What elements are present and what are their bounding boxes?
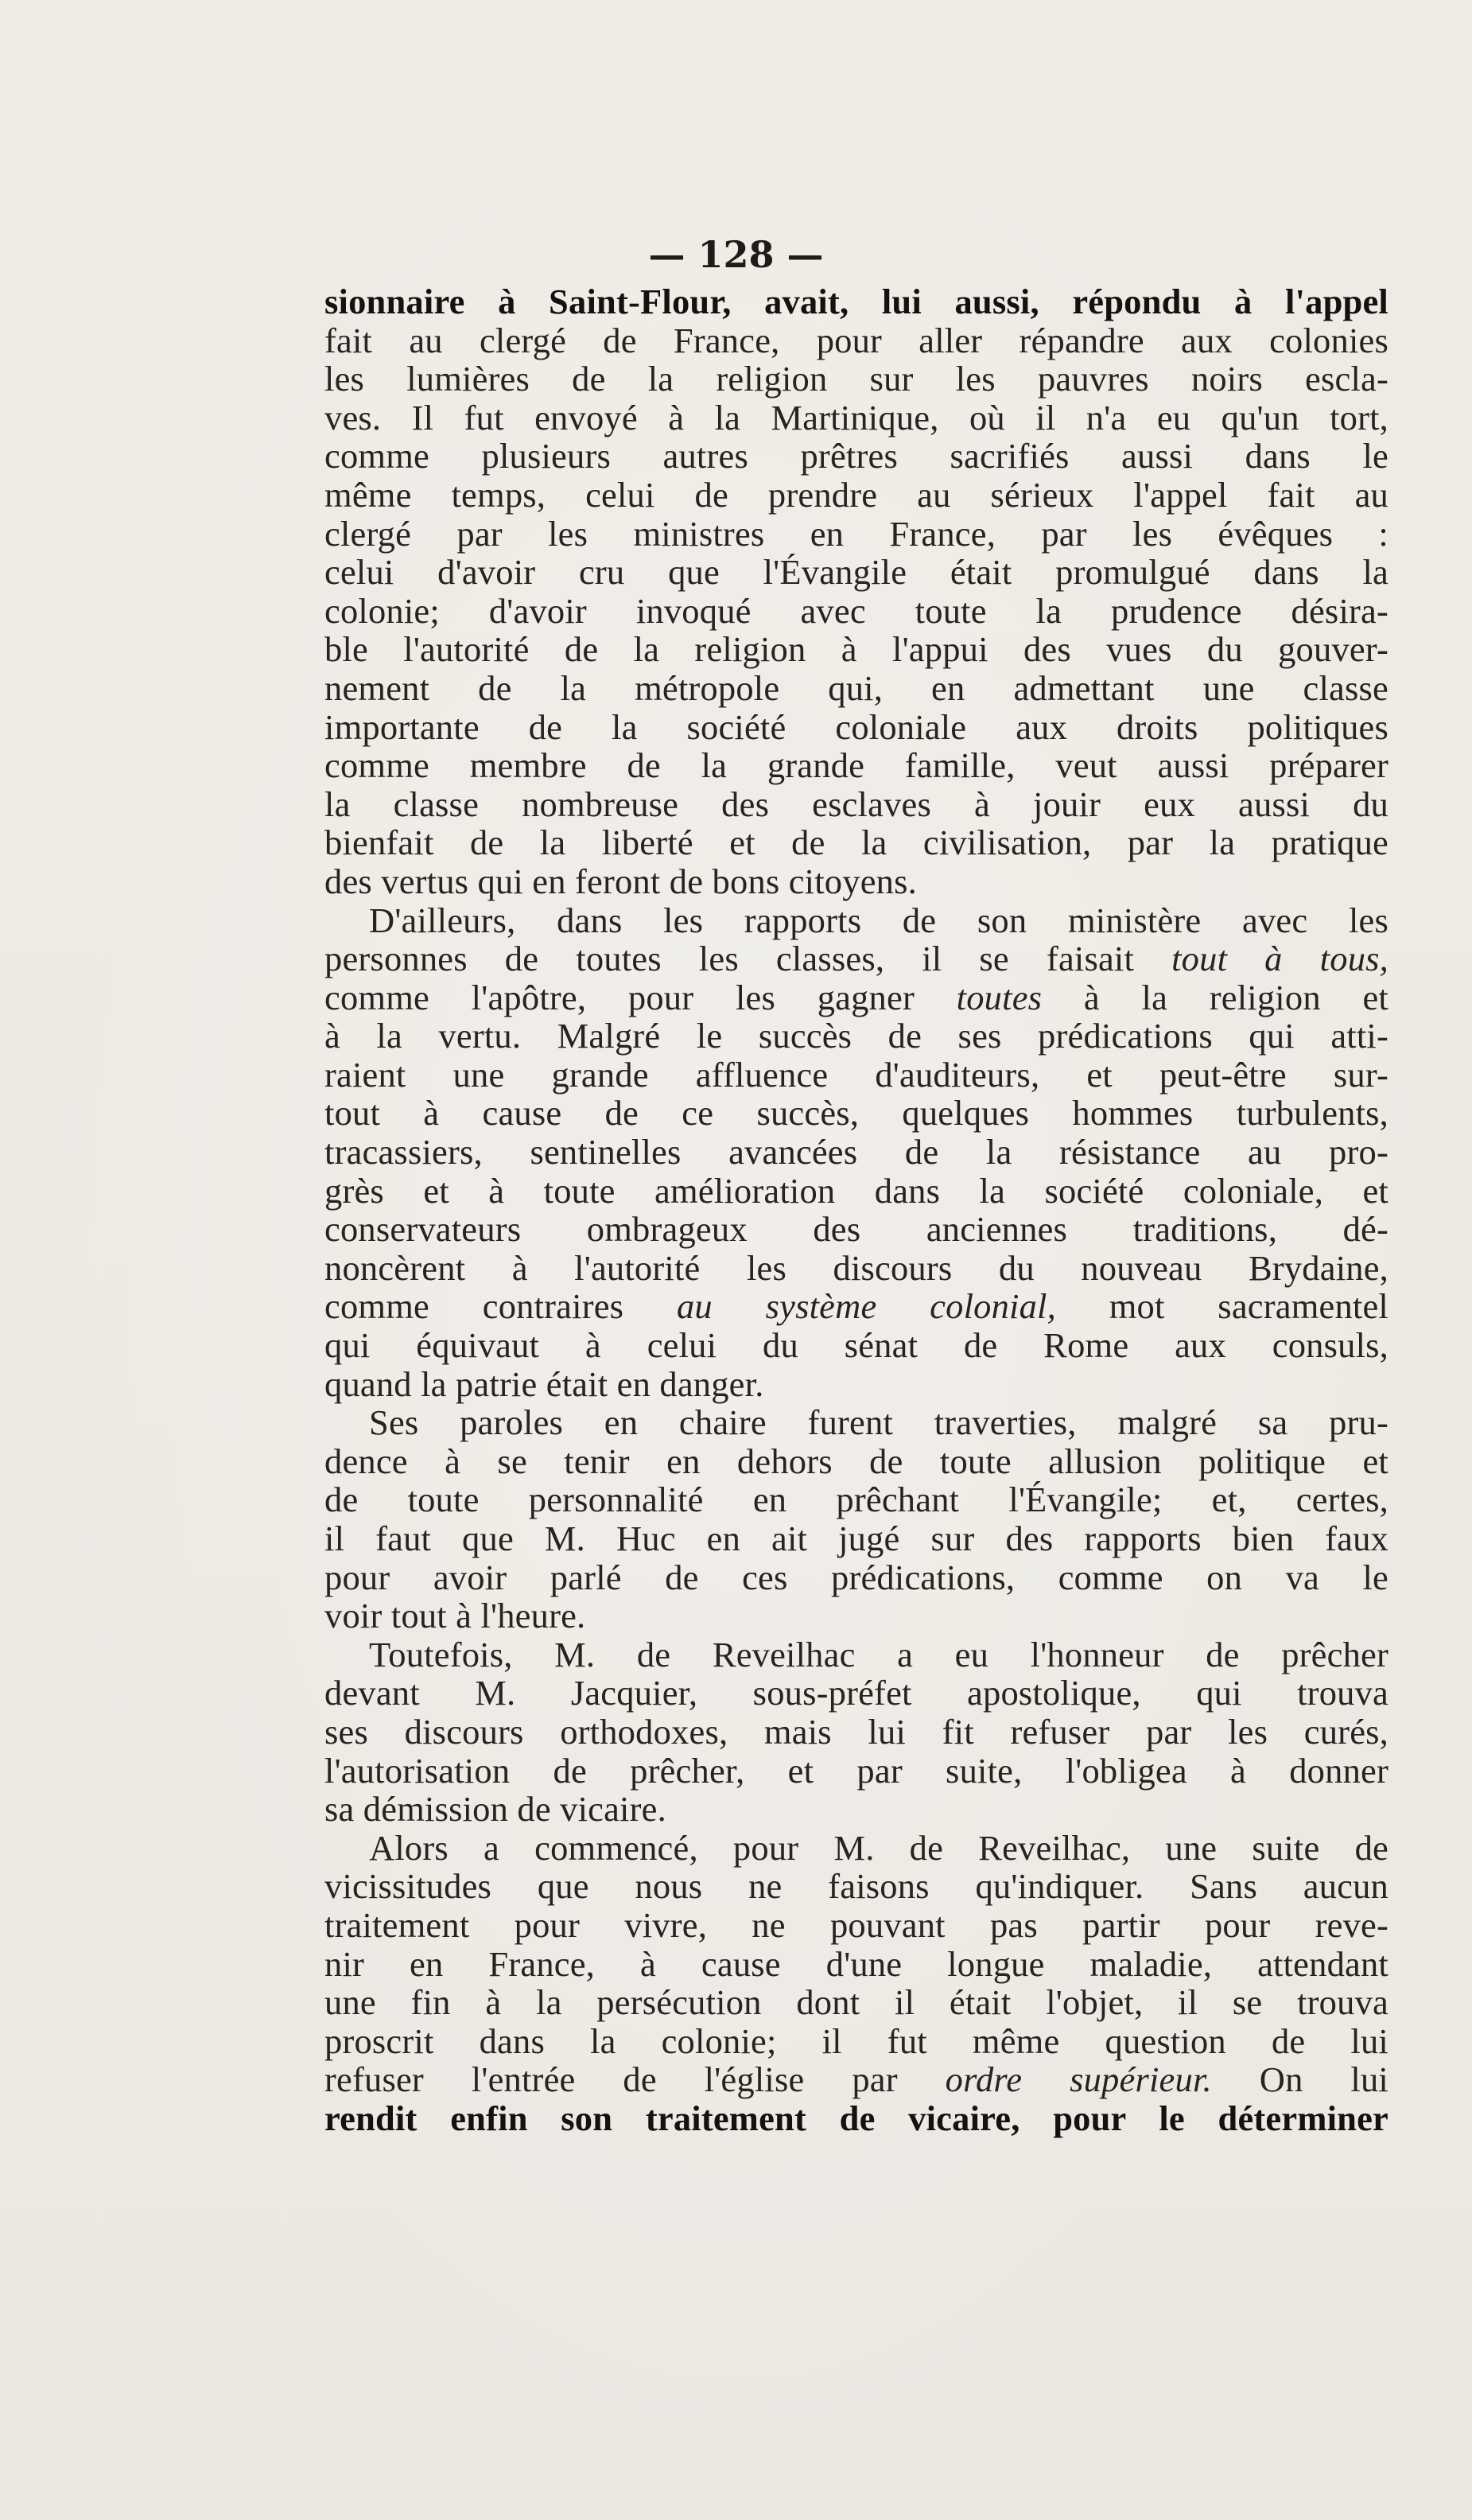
text-run: refuser l'entrée de l'église par bbox=[324, 2059, 946, 2100]
text-line bbox=[324, 1287, 1388, 1326]
text-line: dence à se tenir en dehors de toute allusion politique et bbox=[324, 1441, 1388, 1481]
text-line: sa démission de vicaire. bbox=[324, 1789, 666, 1830]
text-run: mot sacramentel bbox=[1055, 1286, 1388, 1327]
text-line: vicissitudes que nous ne faisons qu'indiquer. Sans aucun bbox=[324, 1866, 1388, 1907]
text-line bbox=[324, 978, 1388, 1017]
text-line: comme plusieurs autres prêtres sacrifiés aussi dans le bbox=[324, 436, 1388, 476]
text-line: noncèrent à l'autorité les discours du nouveau Brydaine, bbox=[324, 1247, 1388, 1288]
text-line: celui d'avoir cru que l'Évangile était promulgué dans la bbox=[324, 552, 1388, 593]
text-run: comme contraires bbox=[324, 1286, 677, 1327]
text-line: rendit enfin son traitement de vicaire, pour le déterminer bbox=[324, 2098, 1388, 2138]
text-line bbox=[324, 939, 1388, 978]
text-line: colonie; d'avoir invoqué avec toute la prudence désira- bbox=[324, 590, 1388, 631]
text-line: D'ailleurs, dans les rapports de son ministère avec les bbox=[369, 900, 1388, 940]
text-line: pour avoir parlé de ces prédications, comme on va le bbox=[324, 1557, 1388, 1597]
text-line: importante de la société coloniale aux droits politiques bbox=[324, 706, 1388, 747]
body-text bbox=[324, 282, 1388, 2138]
text-line: l'autorisation de prêcher, et par suite, l'obligea à donner bbox=[324, 1750, 1388, 1791]
text-line: sionnaire à Saint-Flour, avait, lui aussi, répondu à l'appel bbox=[324, 282, 1388, 321]
text-line: quand la patrie était en danger. bbox=[324, 1363, 764, 1404]
text-line: ble l'autorité de la religion à l'appui des vues du gouver- bbox=[324, 629, 1388, 670]
text-line: grès et à toute amélioration dans la société coloniale, et bbox=[324, 1170, 1388, 1211]
text-line: devant M. Jacquier, sous-préfet apostolique, qui trouva bbox=[324, 1673, 1388, 1713]
italic-phrase: ordre supérieur. bbox=[945, 2059, 1212, 2100]
text-line: voir tout à l'heure. bbox=[324, 1596, 586, 1636]
text-line: raient une grande affluence d'auditeurs, et peut-être sur- bbox=[324, 1054, 1388, 1095]
text-line: Toutefois, M. de Reveilhac a eu l'honneur de prêcher bbox=[369, 1634, 1388, 1674]
text-line: à la vertu. Malgré le succès de ses prédications qui atti- bbox=[324, 1016, 1388, 1056]
text-line: nir en France, à cause d'une longue maladie, attendant bbox=[324, 1943, 1388, 1984]
text-line: une fin à la persécution dont il était l'objet, il se trouva bbox=[324, 1982, 1388, 2023]
text-line: ves. Il fut envoyé à la Martinique, où il n'a eu qu'un tort, bbox=[324, 397, 1388, 438]
text-line: même temps, celui de prendre au sérieux l'appel fait au bbox=[324, 474, 1388, 515]
text-line: nement de la métropole qui, en admettant une classe bbox=[324, 667, 1388, 708]
text-line: bienfait de la liberté et de la civilisation, par la pratique bbox=[324, 822, 1388, 863]
text-line: Ses paroles en chaire furent traverties, malgré sa pru- bbox=[369, 1402, 1388, 1443]
page-number: — 128 — bbox=[648, 233, 824, 276]
text-run: On lui bbox=[1211, 2059, 1388, 2100]
text-line: Alors a commencé, pour M. de Reveilhac, une suite de bbox=[369, 1827, 1388, 1868]
text-run: à la religion et bbox=[1042, 977, 1388, 1017]
text-line: proscrit dans la colonie; il fut même question de lui bbox=[324, 2020, 1388, 2061]
text-line: tout à cause de ce succès, quelques hommes turbulents, bbox=[324, 1093, 1388, 1134]
text-run: comme l'apôtre, pour les gagner bbox=[324, 977, 957, 1017]
text-line: tracassiers, sentinelles avancées de la résistance au pro- bbox=[324, 1132, 1388, 1172]
text-line: fait au clergé de France, pour aller répandre aux colonies bbox=[324, 320, 1388, 360]
text-line: des vertus qui en feront de bons citoyens. bbox=[324, 861, 917, 901]
text-line: les lumières de la religion sur les pauvres noirs escla- bbox=[324, 359, 1388, 399]
text-line: qui équivaut à celui du sénat de Rome aux consuls, bbox=[324, 1325, 1388, 1366]
text-line: clergé par les ministres en France, par les évêques : bbox=[324, 513, 1388, 554]
italic-phrase: tout à tous, bbox=[1171, 939, 1388, 979]
text-line: conservateurs ombrageux des anciennes traditions, dé- bbox=[324, 1209, 1388, 1250]
text-line: traitement pour vivre, ne pouvant pas partir pour reve- bbox=[324, 1904, 1388, 1945]
italic-phrase: toutes bbox=[956, 977, 1043, 1017]
text-line: de toute personnalité en prêchant l'Évangile; et, certes, bbox=[324, 1480, 1388, 1520]
text-run: personnes de toutes les classes, il se faisait bbox=[324, 939, 1172, 979]
text-line: la classe nombreuse des esclaves à jouir eux aussi du bbox=[324, 784, 1388, 824]
italic-phrase: au système colonial, bbox=[676, 1286, 1056, 1327]
text-line: comme membre de la grande famille, veut aussi préparer bbox=[324, 745, 1388, 786]
text-line: il faut que M. Huc en ait jugé sur des rapports bien faux bbox=[324, 1519, 1388, 1558]
text-line: ses discours orthodoxes, mais lui fit refuser par les curés, bbox=[324, 1711, 1388, 1752]
text-line bbox=[324, 2060, 1388, 2099]
